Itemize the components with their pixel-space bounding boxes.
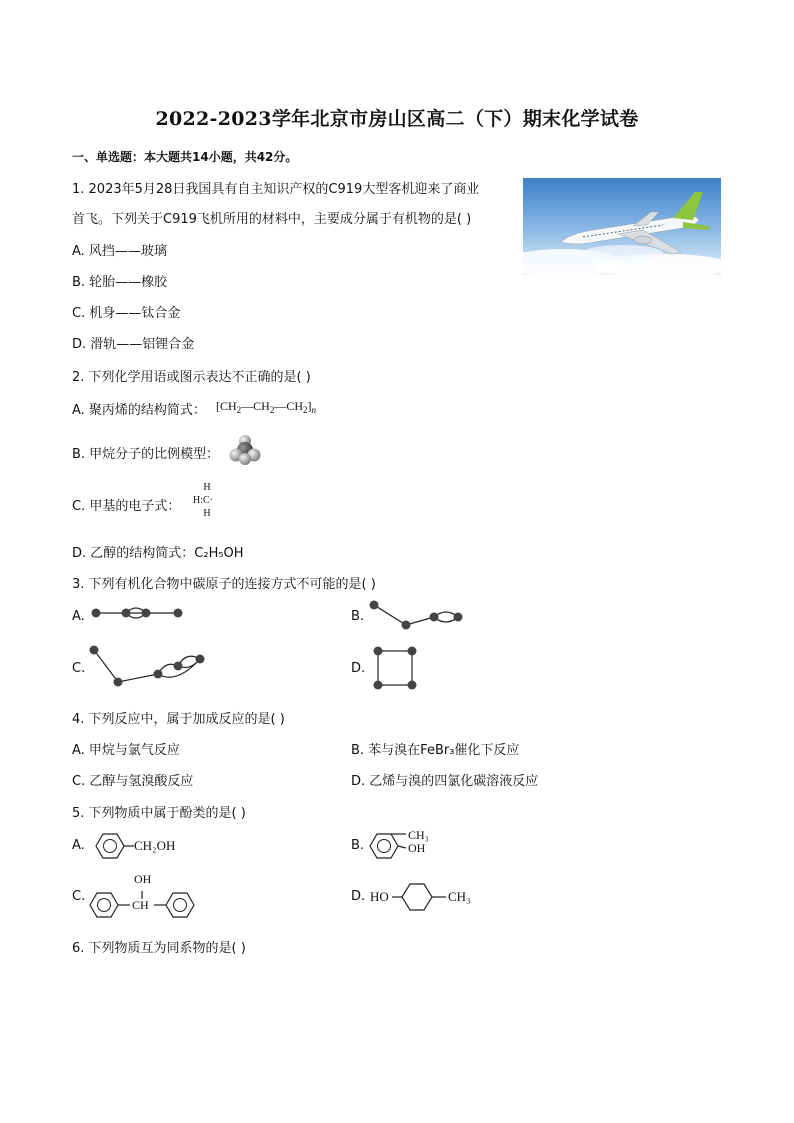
q2-option-a: A. 聚丙烯的结构简式：	[72, 403, 206, 418]
q2-option-b: B. 甲烷分子的比例模型：	[72, 447, 220, 462]
benzyl-alcohol-structure	[88, 830, 134, 862]
q1-option-c: C. 机身——钛合金	[72, 306, 181, 321]
q5-stem: 5. 下列物质中属于酚类的是( )	[72, 806, 246, 821]
q1-stem-line2: 首飞。下列关于C919飞机所用的材料中，主要成分属于有机物的是( )	[72, 212, 472, 227]
carbon-chain-a-diagram	[88, 602, 188, 624]
page-title: 2022-2023学年北京市房山区高二（下）期末化学试卷	[155, 108, 639, 130]
q4-option-d: D. 乙烯与溴的四氯化碳溶液反应	[351, 774, 539, 789]
q5-option-d: D.	[351, 889, 366, 904]
q3-option-d: D.	[351, 661, 366, 676]
q5-d-left: HO	[370, 889, 389, 904]
q4-option-c: C. 乙醇与氢溴酸反应	[72, 774, 194, 789]
q2-stem: 2. 下列化学用语或图示表达不正确的是( )	[72, 370, 311, 385]
q5-option-a: A.	[72, 838, 85, 853]
bracket-right: ]	[307, 399, 312, 413]
carbon-chain-b-diagram	[366, 598, 466, 632]
carbon-chain-d-diagram	[370, 645, 420, 691]
q5-a-group: CH₂OH	[134, 838, 176, 853]
q5-c-oh: OH	[134, 872, 152, 886]
polypropylene-formula: $[CH_2—CH_2—CH_2]_n$	[216, 399, 317, 415]
q3-option-c: C.	[72, 661, 86, 676]
q1-option-b: B. 轮胎——橡胶	[72, 275, 168, 290]
q1-option-d: D. 滑轨——铝锂合金	[72, 337, 195, 352]
q3-option-a: A.	[72, 609, 85, 624]
q1-option-a: A. 风挡——玻璃	[72, 244, 167, 259]
q4-stem: 4. 下列反应中，属于加成反应的是( )	[72, 712, 285, 727]
q5-d-right: CH₃	[448, 889, 471, 904]
methane-spacefill-model	[229, 435, 261, 465]
q6-stem: 6. 下列物质互为同系物的是( )	[72, 941, 246, 956]
cresol-structure	[366, 830, 412, 862]
q5-c-ch: CH	[132, 898, 149, 912]
q3-stem: 3. 下列有机化合物中碳原子的连接方式不可能的是( )	[72, 577, 376, 592]
q4-option-a: A. 甲烷与氯气反应	[72, 743, 180, 758]
q5-option-c: C.	[72, 889, 86, 904]
q5-option-b: B.	[351, 838, 365, 853]
q4-option-b: B. 苯与溴在FeBr₃催化下反应	[351, 743, 520, 758]
methyl-electron-formula: H H:C· H	[193, 482, 213, 519]
q2-option-d: D. 乙醇的结构简式：C₂H₅OH	[72, 546, 244, 561]
section-heading: 一、单选题：本大题共14小题，共42分。	[72, 150, 298, 164]
q5-b-groups: CH₃ OH	[408, 828, 429, 855]
q1-stem-line1: 1. 2023年5月28日我国具有自主知识产权的C919大型客机迎来了商业	[72, 182, 480, 197]
carbon-chain-c-diagram	[86, 643, 210, 689]
bracket-left: [	[216, 399, 220, 413]
q2-option-c: C. 甲基的电子式：	[72, 499, 181, 514]
q3-option-b: B.	[351, 609, 365, 624]
airplane-photo	[523, 178, 721, 275]
methylcyclohexanol-structure	[392, 880, 448, 914]
